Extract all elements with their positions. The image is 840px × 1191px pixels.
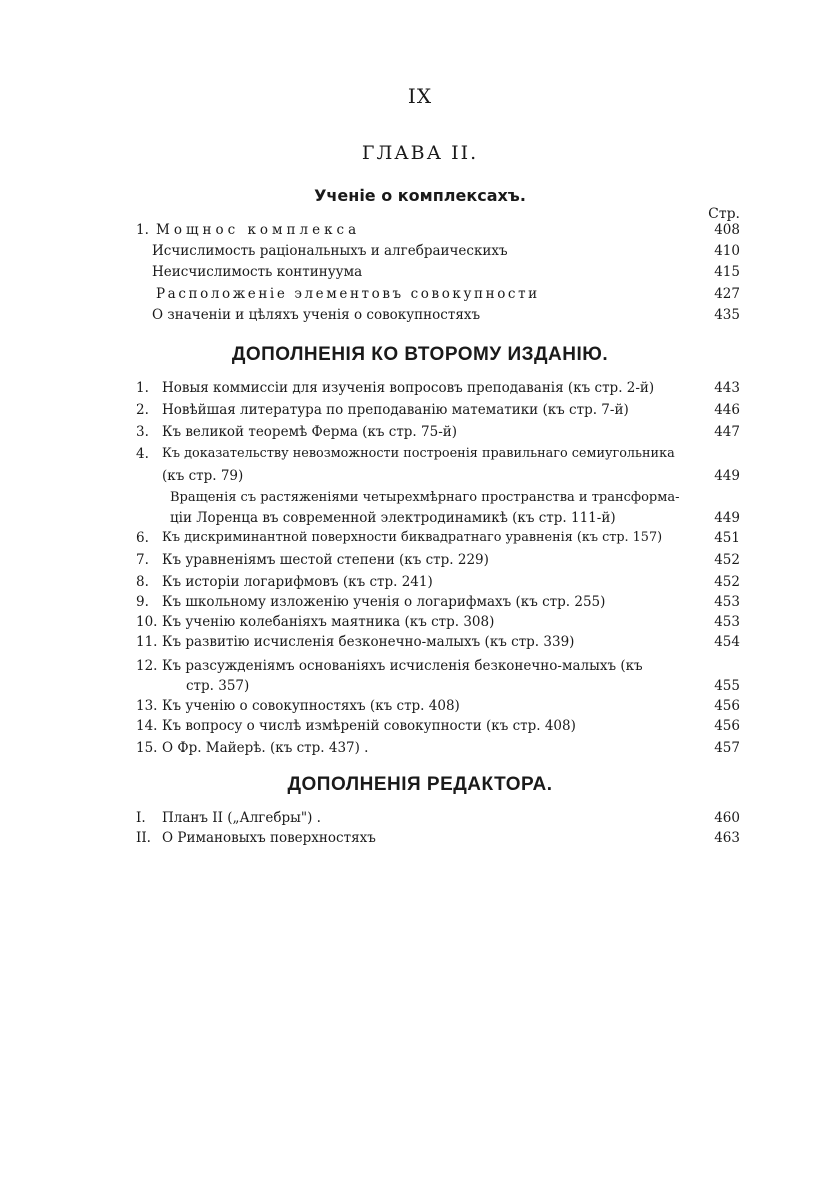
entry-title: Къ разсужденіямъ основаніяхъ исчисленія безконечно-малыхъ (къ [162, 658, 643, 674]
entry-page: 456 [714, 718, 740, 734]
entry-number: 1. [136, 222, 149, 238]
entry-number: 15. [136, 740, 158, 756]
toc-entry [136, 632, 740, 652]
toc-entry [136, 612, 740, 632]
entry-title: стр. 357) [186, 678, 250, 694]
entry-title: Къ ученію колебаніяхъ маятника (къ стр. 308) [162, 614, 495, 630]
entry-page: 463 [714, 830, 740, 846]
entry-number: 13. [136, 698, 158, 714]
toc-entry [136, 400, 740, 420]
entry-page: 449 [714, 510, 740, 526]
entry-page: 435 [714, 307, 740, 323]
entry-title: Къ доказательству невозможности построенія правильнаго семиугольника [162, 446, 675, 461]
toc-entry [136, 378, 740, 398]
page-column-label: Стр. [708, 206, 740, 222]
toc-entry [136, 444, 740, 464]
entry-number: 11. [136, 634, 158, 650]
entry-number: I. [136, 810, 146, 826]
entry-title: Къ школьному изложенію ученія о логарифмахъ (къ стр. 255) [162, 594, 606, 610]
entry-page: 455 [714, 678, 740, 694]
entry-title: Вращенія съ растяженіями четырехмѣрнаго пространства и трансформа- [170, 490, 680, 505]
entry-number: 12. [136, 658, 158, 674]
entry-title: О значеніи и цѣляхъ ученія о совокупностяхъ [152, 307, 481, 323]
entry-number: 10. [136, 614, 158, 630]
section-heading-editor: ДОПОЛНЕНІЯ РЕДАКТОРА. [287, 774, 553, 795]
entry-number: 2. [136, 402, 149, 418]
entry-number: II. [136, 830, 151, 846]
entry-title: Расположеніе элементовъ совокупности [156, 286, 540, 302]
toc-entry [136, 528, 740, 548]
toc-entry [136, 488, 740, 508]
entry-title: Мощнос комплекса [156, 222, 361, 238]
entry-page: 449 [714, 468, 740, 484]
entry-title: Къ дискриминантной поверхности биквадратнаго уравненія (къ стр. 157) [162, 530, 663, 545]
toc-entry [136, 716, 740, 736]
entry-page: 447 [714, 424, 740, 440]
toc-entry [136, 696, 740, 716]
entry-title: Къ развитію исчисленія безконечно-малыхъ (къ стр. 339) [162, 634, 575, 650]
entry-number: 14. [136, 718, 158, 734]
entry-page: 415 [714, 264, 740, 280]
toc-entry [136, 284, 740, 304]
entry-number: 6. [136, 530, 149, 546]
entry-title: Къ уравненіямъ шестой степени (къ стр. 229) [162, 552, 489, 568]
entry-number: 9. [136, 594, 149, 610]
toc-entry [136, 592, 740, 612]
entry-page: 446 [714, 402, 740, 418]
entry-page: 452 [714, 552, 740, 568]
toc-entry [136, 241, 740, 261]
entry-title: Неисчислимость континуума [152, 264, 363, 280]
entry-title: Къ великой теоремѣ Ферма (къ стр. 75-й) [162, 424, 458, 440]
section-heading-second-edition: ДОПОЛНЕНІЯ КО ВТОРОМУ ИЗДАНІЮ. [231, 344, 609, 365]
entry-page: 427 [714, 286, 740, 302]
toc-entry-continuation [136, 466, 740, 486]
toc-entry [136, 262, 740, 282]
entry-page: 457 [714, 740, 740, 756]
entry-page: 408 [714, 222, 740, 238]
toc-entry [136, 738, 740, 758]
entry-number: 7. [136, 552, 149, 568]
entry-title: О Фр. Майерѣ. (къ стр. 437) . [162, 740, 369, 756]
entry-title: Исчислимость раціональныхъ и алгебраическихъ [152, 243, 508, 259]
toc-entry-continuation [136, 676, 740, 696]
toc-entry-continuation [136, 508, 740, 528]
entry-page: 460 [714, 810, 740, 826]
entry-page: 443 [714, 380, 740, 396]
entry-number: 1. [136, 380, 149, 396]
toc-entry [136, 220, 740, 240]
toc-entry [136, 550, 740, 570]
entry-page: 452 [714, 574, 740, 590]
entry-title: Къ ученію о совокупностяхъ (къ стр. 408) [162, 698, 460, 714]
entry-page: 456 [714, 698, 740, 714]
toc-entry [136, 422, 740, 442]
entry-page: 453 [714, 614, 740, 630]
chapter-subtitle: Ученіе о комплексахъ. [314, 186, 526, 205]
entry-number: 4. [136, 446, 149, 462]
page-number: IX [407, 84, 433, 108]
entry-title: ціи Лоренца въ современной электродинамикѣ (къ стр. 111-й) [170, 510, 616, 526]
entry-title: Планъ II („Алгебры") . [162, 810, 321, 826]
entry-page: 453 [714, 594, 740, 610]
entry-title: Новѣйшая литература по преподаванію математики (къ стр. 7-й) [162, 402, 629, 418]
entry-page: 451 [714, 530, 740, 546]
entry-number: 8. [136, 574, 149, 590]
entry-title: Къ исторіи логарифмовъ (къ стр. 241) [162, 574, 433, 590]
chapter-title: ГЛАВА II. [361, 142, 479, 164]
entry-title: Къ вопросу о числѣ измѣреній совокупности (къ стр. 408) [162, 718, 576, 734]
toc-entry [136, 572, 740, 592]
toc-entry [136, 808, 740, 828]
entry-page: 454 [714, 634, 740, 650]
toc-entry [136, 656, 740, 676]
entry-title: Новыя коммиссіи для изученія вопросовъ преподаванія (къ стр. 2-й) [162, 380, 655, 396]
entry-title: (къ стр. 79) [162, 468, 244, 484]
entry-number: 3. [136, 424, 149, 440]
toc-entry [136, 828, 740, 848]
toc-entry [136, 305, 740, 325]
entry-page: 410 [714, 243, 740, 259]
entry-title: О Римановыхъ поверхностяхъ [162, 830, 376, 846]
